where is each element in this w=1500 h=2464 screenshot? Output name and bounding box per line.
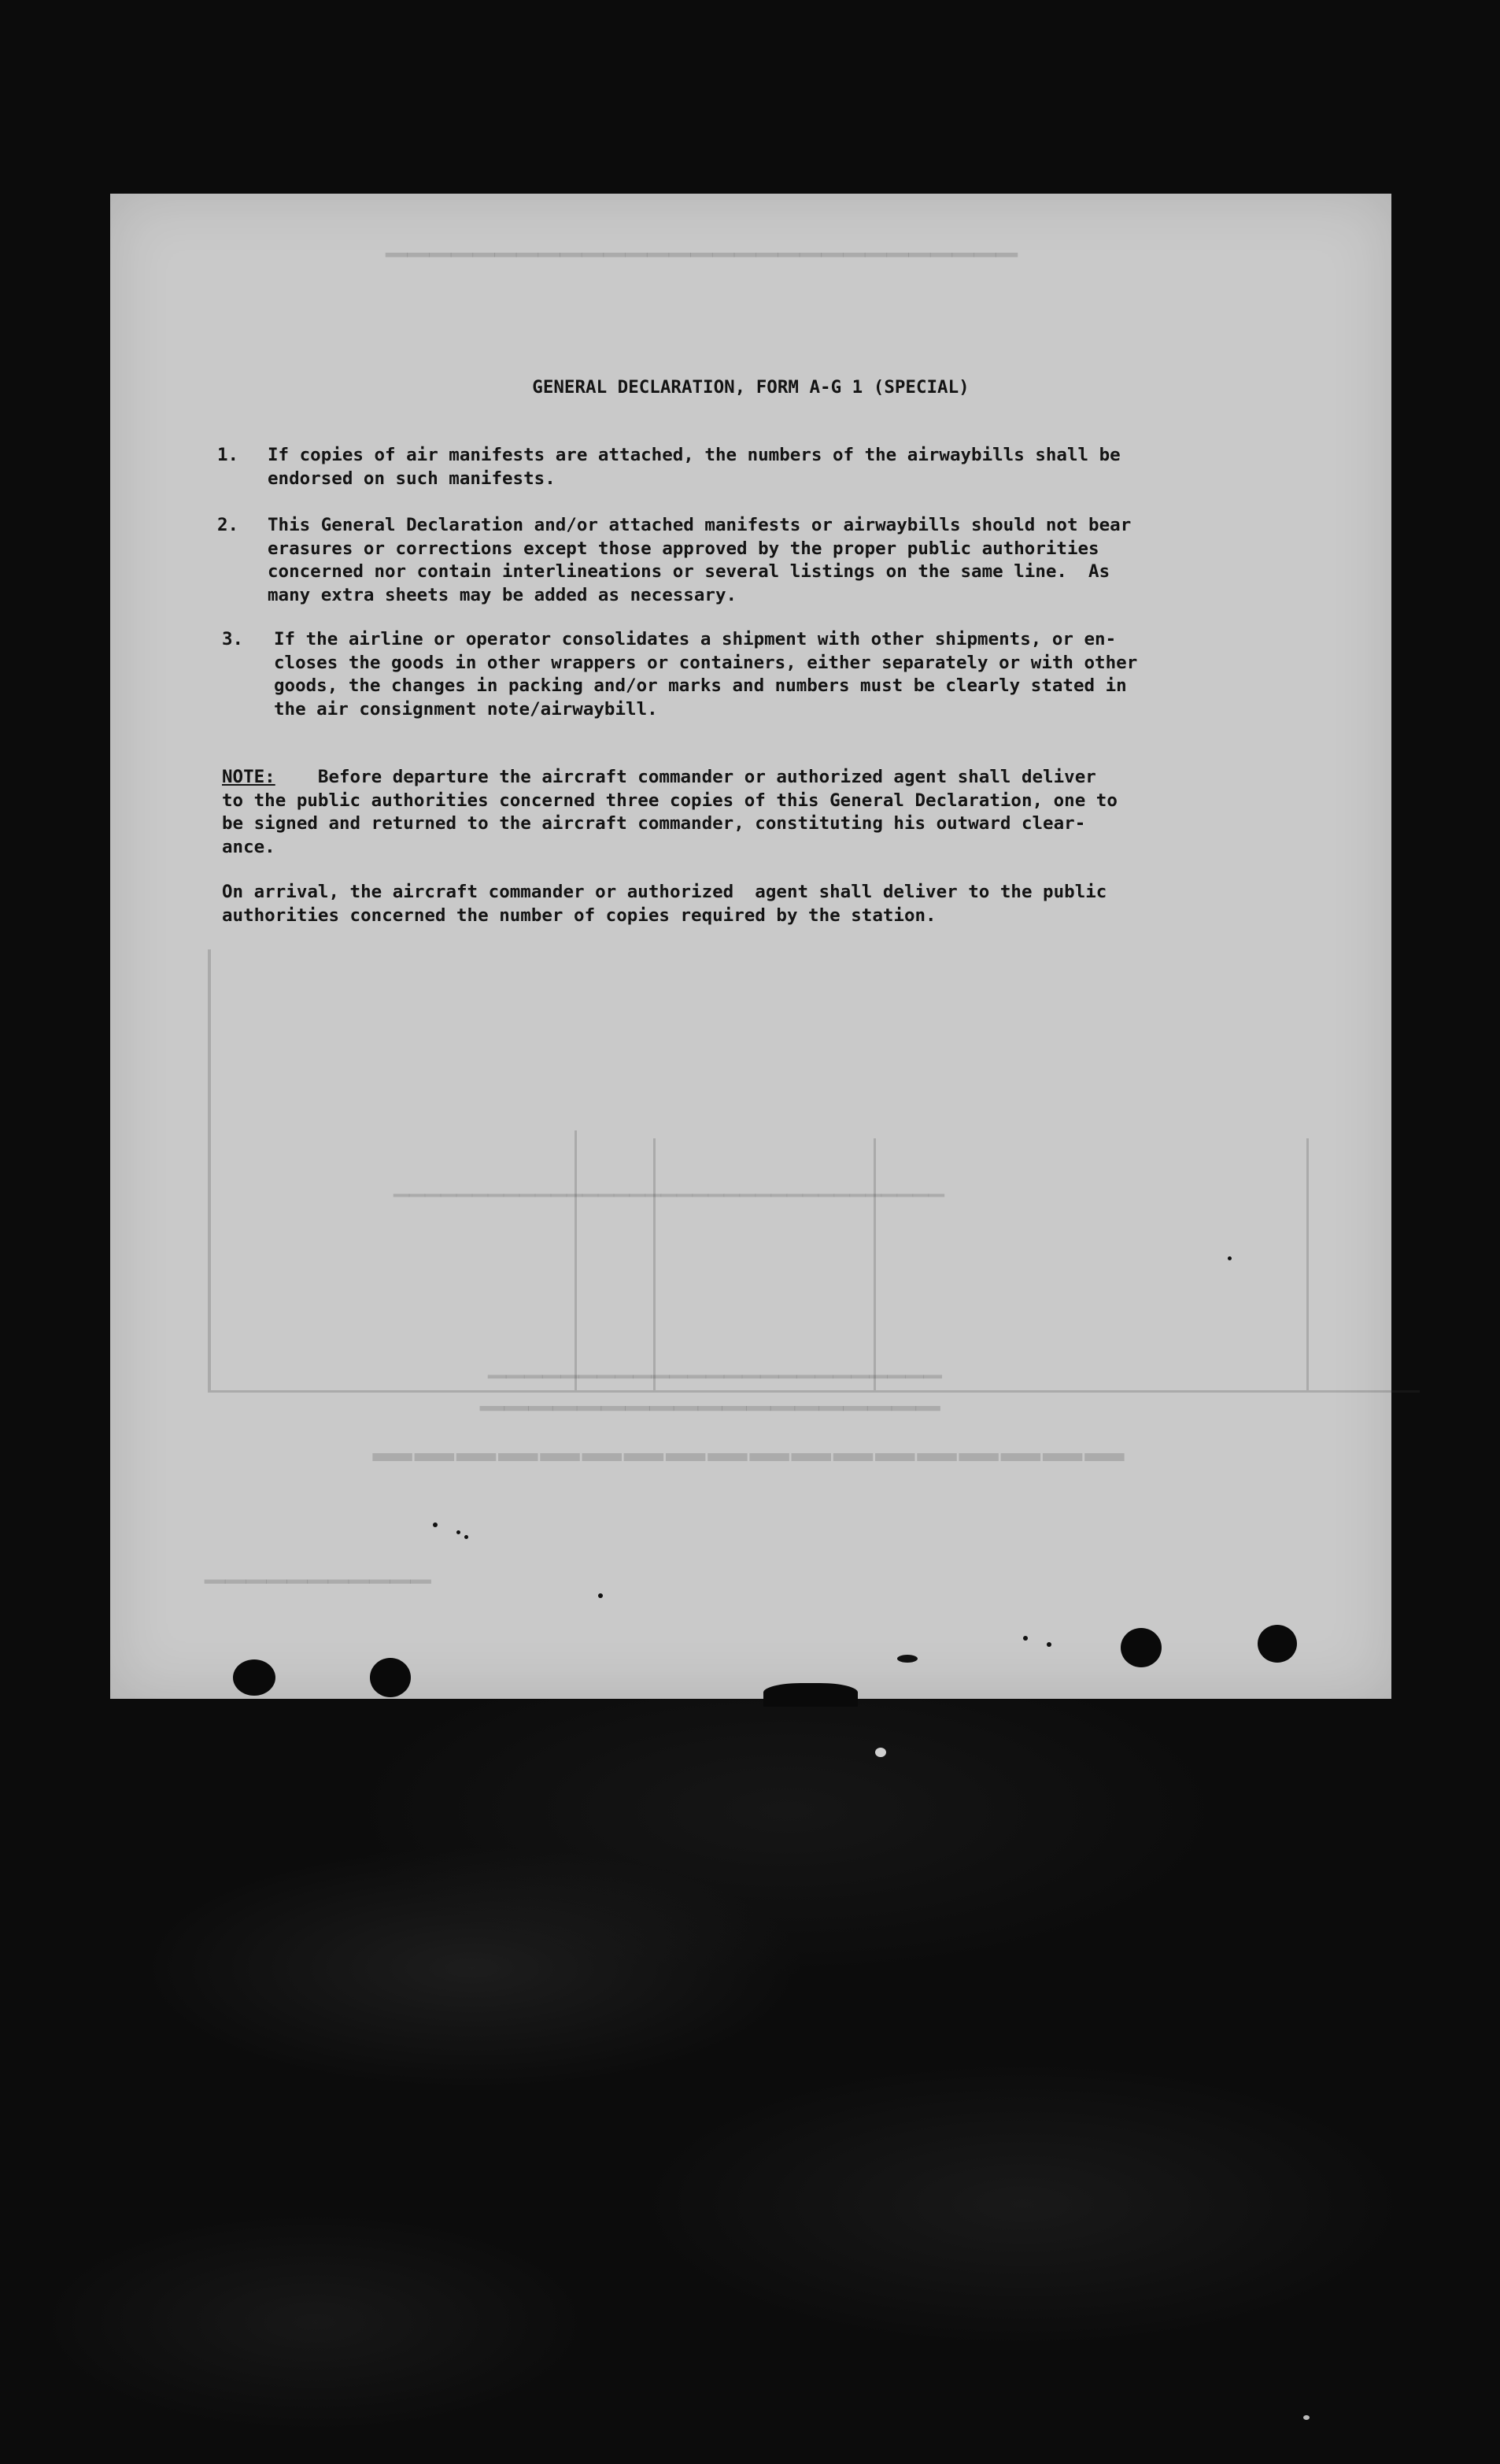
bleed-through-rule [575, 1130, 577, 1390]
speck [464, 1535, 468, 1539]
item-2-line-4: many extra sheets may be added as necessary. [268, 584, 737, 605]
item-2-line-1: This General Declaration and/or attached manifests or airwaybills should not bear [268, 515, 1132, 535]
punch-hole [1121, 1628, 1162, 1667]
item-2-line-2: erasures or corrections except those approved by the proper public authorities [268, 538, 1099, 559]
speck [433, 1522, 438, 1527]
bleed-through-mark: ▁▁▁▁▁▁▁▁▁▁▁▁▁▁▁▁▁▁▁ [480, 1407, 940, 1441]
arrival-line-2: authorities concerned the number of copies required by the station. [222, 905, 937, 926]
item-2-text [268, 514, 1131, 607]
speck [1023, 1636, 1028, 1641]
bleed-through-mark: ▁▁▁▁▁▁▁▁▁▁▁▁▁▁▁▁▁▁▁▁▁▁▁▁▁▁▁▁▁▁▁▁▁▁▁ [393, 1194, 944, 1218]
bleed-through-rule [208, 1390, 1420, 1393]
document-title: GENERAL DECLARATION, FORM A-G 1 (SPECIAL) [532, 377, 970, 398]
punch-hole [370, 1658, 411, 1697]
speck [1228, 1256, 1232, 1260]
bleed-through-rule [208, 949, 211, 1390]
item-3-number: 3. [222, 629, 244, 649]
item-3-text [274, 628, 1137, 721]
speck [1047, 1642, 1051, 1647]
speck [456, 1530, 460, 1534]
bleed-through-mark: ▁▁▁▁▁▁▁▁▁▁▁▁▁▁▁▁▁▁▁▁▁▁▁▁▁ [488, 1375, 942, 1401]
bleed-through-mark: ▁▁▁▁▁▁▁▁▁▁▁▁▁▁▁▁▁▁ [370, 1455, 1124, 1511]
arrival-block [222, 881, 1107, 927]
note-first-line: Before departure the aircraft commander or authorized agent shall deliver [317, 767, 1096, 787]
note-line-4: ance. [222, 836, 275, 857]
edge-tear [763, 1683, 858, 1707]
item-1-line-1: If copies of air manifests are attached, the numbers of the airwaybills shall be [268, 445, 1121, 465]
bleed-through-mark: ▁▁▁▁▁▁▁▁▁▁▁ [205, 1580, 431, 1610]
item-1-number: 1. [217, 445, 239, 465]
item-3-line-4: the air consignment note/airwaybill. [274, 698, 658, 720]
item-2-number: 2. [217, 515, 239, 535]
punch-hole [233, 1659, 275, 1696]
speck [1303, 2415, 1310, 2420]
item-3-line-3: goods, the changes in packing and/or marks and numbers must be clearly stated in [274, 675, 1127, 696]
note-label: NOTE: [222, 767, 275, 787]
speck [897, 1655, 918, 1663]
note-line-3: be signed and returned to the aircraft commander, constituting his outward clear- [222, 813, 1086, 834]
item-1-text [268, 444, 1121, 490]
item-2-line-3: concerned nor contain interlineations or several listings on the same line. As [268, 561, 1110, 582]
bleed-through-rule [1306, 1138, 1309, 1390]
bleed-through-mark: ▁▁▁▁▁▁▁▁▁▁▁▁▁▁▁▁▁▁▁▁▁▁▁▁▁▁▁▁▁ [386, 253, 1018, 286]
note-line-2: to the public authorities concerned three copies of this General Declaration, one to [222, 790, 1118, 811]
note-block [222, 766, 1118, 859]
arrival-line-1: On arrival, the aircraft commander or authorized agent shall deliver to the public [222, 882, 1107, 902]
item-3-line-2: closes the goods in other wrappers or containers, either separately or with other [274, 652, 1138, 673]
item-3-line-1: If the airline or operator consolidates a shipment with other shipments, or en- [274, 629, 1117, 649]
bleed-through-rule [874, 1138, 876, 1390]
document-page [110, 194, 1391, 1699]
speck [875, 1748, 886, 1757]
item-1-line-2: endorsed on such manifests. [268, 468, 556, 489]
speck [598, 1593, 603, 1598]
bleed-through-rule [653, 1138, 656, 1390]
punch-hole [1258, 1625, 1297, 1663]
